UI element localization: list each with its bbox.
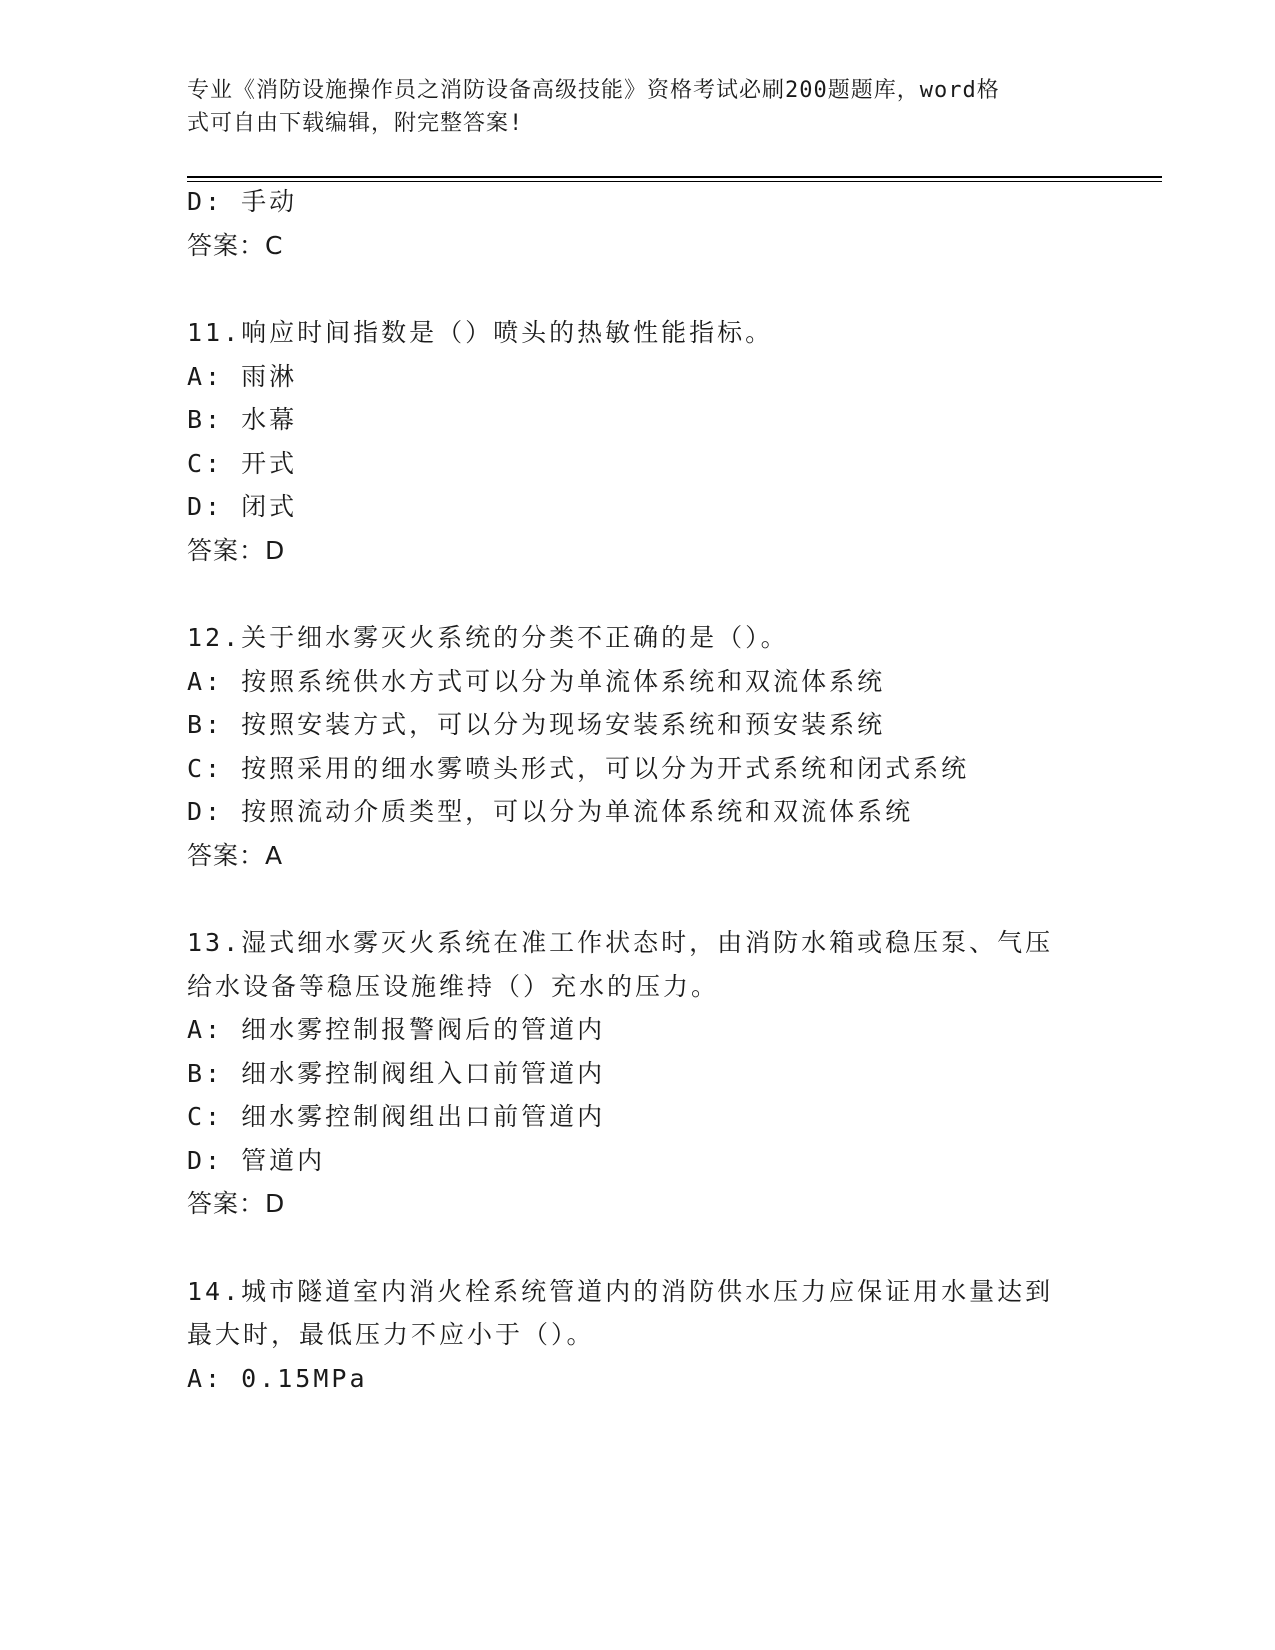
q10-answer: 答案：C (187, 231, 284, 260)
q11-option-d: D: 闭式 (187, 492, 298, 521)
q12-option-c: C: 按照采用的细水雾喷头形式，可以分为开式系统和闭式系统 (187, 754, 970, 783)
q13-option-a: A: 细水雾控制报警阀后的管道内 (187, 1015, 606, 1044)
q12-stem: 12.关于细水雾灭火系统的分类不正确的是（）。 (187, 623, 789, 652)
header-divider-thin (187, 181, 1162, 182)
q11-option-a: A: 雨淋 (187, 362, 298, 391)
q14-stem-line-1: 14.城市隧道室内消火栓系统管道内的消防供水压力应保证用水量达到 (187, 1277, 1054, 1306)
header-line-2: 式可自由下载编辑，附完整答案! (187, 111, 524, 136)
q11-stem: 11.响应时间指数是（）喷头的热敏性能指标。 (187, 318, 774, 347)
q12-answer: 答案：A (187, 841, 284, 870)
q12-option-b: B: 按照安装方式，可以分为现场安装系统和预安装系统 (187, 710, 886, 739)
document-page (187, 0, 1162, 1650)
document-header (187, 74, 1087, 140)
q13-stem-line-1: 13.湿式细水雾灭火系统在准工作状态时，由消防水箱或稳压泵、气压 (187, 928, 1054, 957)
q10-option-d: D: 手动 (187, 187, 298, 216)
q12-option-a: A: 按照系统供水方式可以分为单流体系统和双流体系统 (187, 667, 886, 696)
q13-option-c: C: 细水雾控制阀组出口前管道内 (187, 1102, 606, 1131)
q14-stem-line-2: 最大时，最低压力不应小于（）。 (187, 1320, 595, 1349)
q11-option-c: C: 开式 (187, 449, 298, 478)
q14-option-a: A: 0.15MPa (187, 1364, 368, 1393)
q13-stem-line-2: 给水设备等稳压设施维持（）充水的压力。 (187, 972, 720, 1001)
q13-option-d: D: 管道内 (187, 1146, 326, 1175)
q12-option-d: D: 按照流动介质类型，可以分为单流体系统和双流体系统 (187, 797, 914, 826)
header-line-1: 专业《消防设施操作员之消防设备高级技能》资格考试必刷200题题库，word格 (187, 78, 1000, 103)
q11-option-b: B: 水幕 (187, 405, 298, 434)
q11-answer: 答案：D (187, 536, 286, 565)
q13-answer: 答案：D (187, 1189, 286, 1218)
header-divider-thick (187, 176, 1162, 178)
q13-option-b: B: 细水雾控制阀组入口前管道内 (187, 1059, 606, 1088)
